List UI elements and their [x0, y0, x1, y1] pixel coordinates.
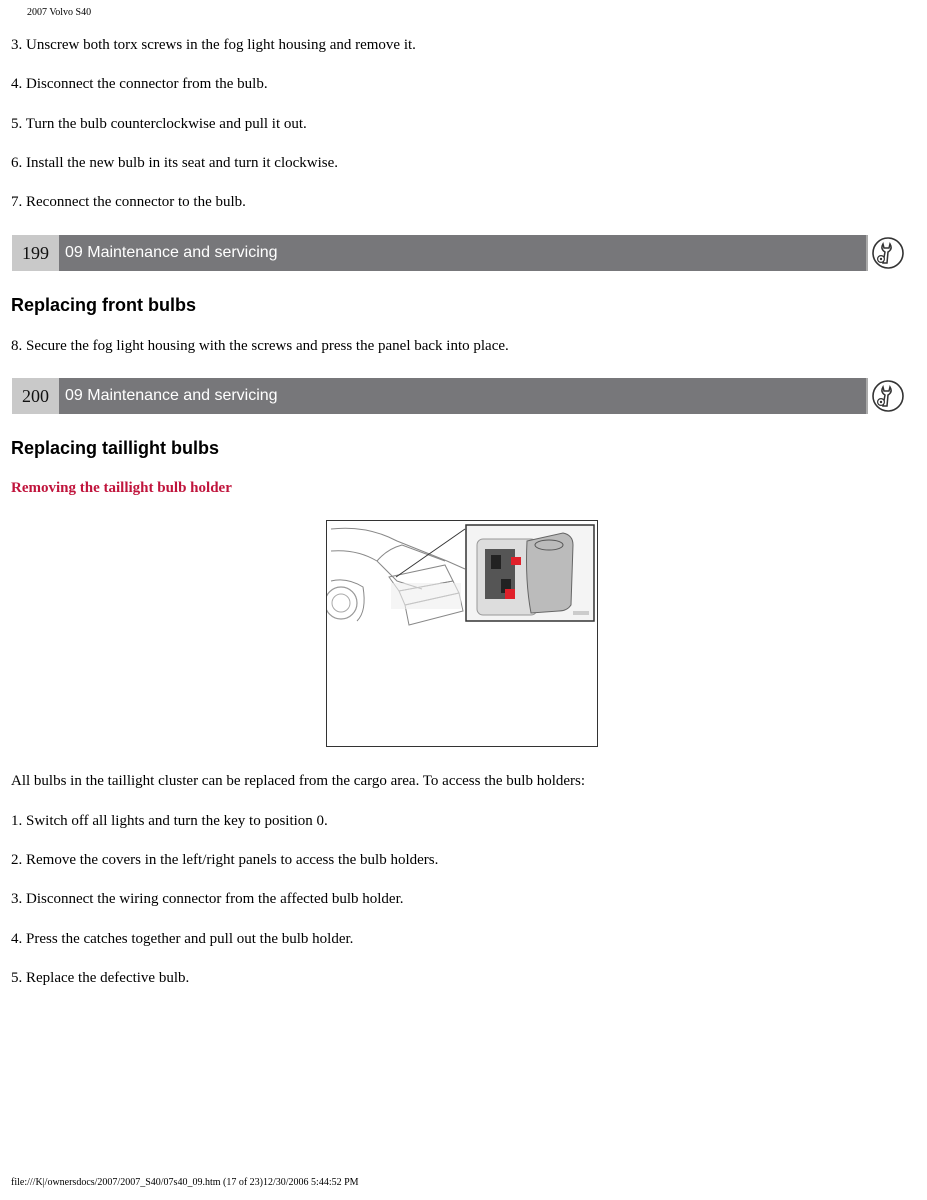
section-heading: Replacing taillight bulbs: [11, 438, 220, 458]
chapter-bar: [12, 235, 913, 271]
step-text: 4. Disconnect the connector from the bulb.: [11, 76, 268, 92]
chapter-icon-box: [866, 378, 913, 414]
step-text: 4. Press the catches together and pull out the bulb holder.: [11, 931, 354, 947]
step-text: 5. Turn the bulb counterclockwise and pull it out.: [11, 116, 307, 132]
step-text: 2. Remove the covers in the left/right panels to access the bulb holders.: [11, 852, 439, 868]
chapter-title: 09 Maintenance and servicing: [65, 244, 278, 261]
file-footer: file:///K|/ownersdocs/2007/2007_S40/07s40_09.htm (17 of 23)12/30/2006 5:44:52 PM: [11, 1177, 359, 1188]
step-text: 8. Secure the fog light housing with the screws and press the panel back into place.: [11, 338, 509, 354]
chapter-icon-box: [866, 235, 913, 271]
taillight-illustration: [326, 520, 598, 747]
step-text: 7. Reconnect the connector to the bulb.: [11, 194, 246, 210]
step-text: 6. Install the new bulb in its seat and turn it clockwise.: [11, 155, 339, 171]
step-text: 5. Replace the defective bulb.: [11, 970, 190, 986]
document-header: 2007 Volvo S40: [27, 7, 92, 18]
chapter-title: 09 Maintenance and servicing: [65, 387, 278, 404]
chapter-bar: [12, 378, 913, 414]
car-trunk-illustration: [327, 521, 597, 746]
wrench-service-icon: [870, 236, 906, 270]
page-number: 199: [12, 235, 59, 271]
subsection-heading: Removing the taillight bulb holder: [11, 480, 232, 496]
step-text: 3. Unscrew both torx screws in the fog light housing and remove it.: [11, 37, 416, 53]
section-heading: Replacing front bulbs: [11, 295, 197, 315]
step-text: 3. Disconnect the wiring connector from the affected bulb holder.: [11, 891, 404, 907]
wrench-service-icon: [870, 379, 906, 413]
intro-text: All bulbs in the taillight cluster can be replaced from the cargo area. To access the bulb holders:: [11, 773, 586, 789]
step-text: 1. Switch off all lights and turn the key to position 0.: [11, 813, 328, 829]
page-number: 200: [12, 378, 59, 414]
